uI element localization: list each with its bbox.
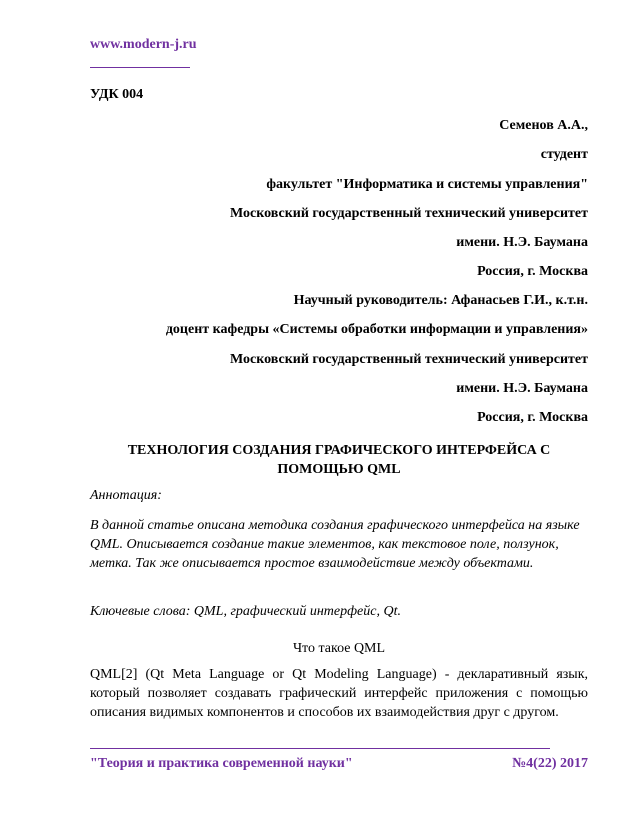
author-university-name: имени. Н.Э. Баумана	[456, 235, 588, 250]
supervisor-university: Московский государственный технический университет	[229, 352, 588, 367]
section-heading: Что такое QML	[292, 641, 386, 656]
author-status: студент	[540, 147, 588, 162]
journal-issue: №4(22) 2017	[512, 756, 588, 771]
footer-divider	[90, 748, 550, 749]
site-url[interactable]: www.modern-j.ru	[90, 37, 197, 52]
author-location: Россия, г. Москва	[477, 264, 588, 279]
journal-name: "Теория и практика современной науки"	[90, 756, 353, 771]
keywords: Ключевые слова: QML, графический интерфейс, Qt.	[90, 604, 401, 619]
udk-code: УДК 004	[90, 87, 144, 102]
author-university: Московский государственный технический университет	[229, 206, 588, 221]
supervisor-position: доцент кафедры «Системы обработки информации и управления»	[165, 322, 588, 337]
body-paragraph: QML[2] (Qt Meta Language or Qt Modeling Language) - декларативный язык, который позволяет создавать графический интерфейс приложения с помощью описания видимых компонентов и способов их взаимодействия друг с другом.	[90, 667, 588, 720]
supervisor-name: Научный руководитель: Афанасьев Г.И., к.т.н.	[293, 293, 588, 308]
author-name: Семенов А.А.,	[499, 118, 588, 133]
supervisor-university-name: имени. Н.Э. Баумана	[456, 381, 588, 396]
supervisor-location: Россия, г. Москва	[477, 410, 588, 425]
site-url-underline	[90, 67, 190, 68]
author-faculty: факультет "Информатика и системы управления"	[266, 177, 588, 192]
annotation-text: В данной статье описана методика создания графического интерфейса на языке QML. Описывается создание такие элементов, как текстовое поле, ползунок, метка. Так же описывается простое взаимодействие между объектами.	[90, 518, 580, 571]
article-title: ТЕХНОЛОГИЯ СОЗДАНИЯ ГРАФИЧЕСКОГО ИНТЕРФЕЙСА С ПОМОЩЬЮ QML	[127, 443, 551, 477]
annotation-label: Аннотация:	[90, 488, 162, 503]
